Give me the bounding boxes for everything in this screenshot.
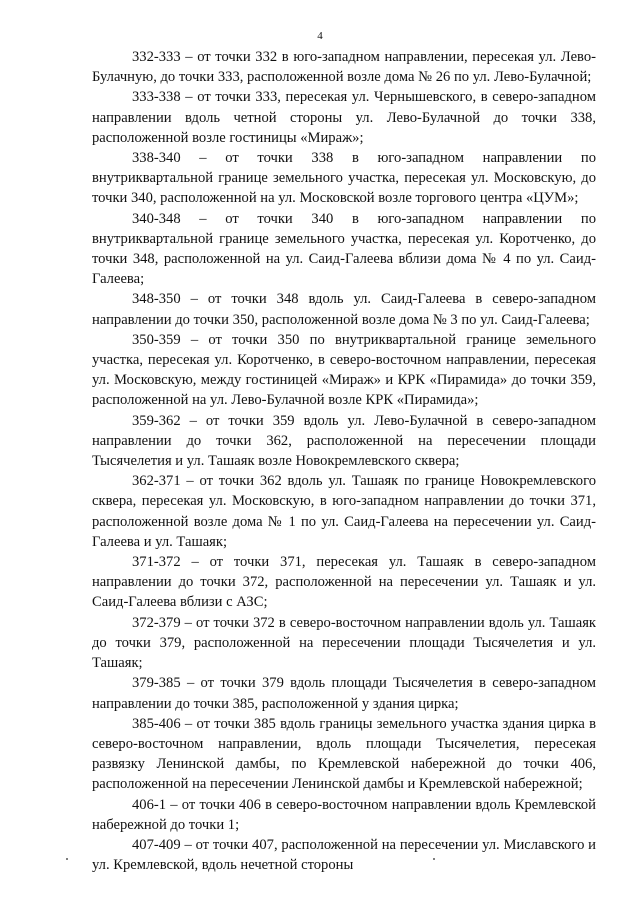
boundary-paragraph-385-406: 385-406 – от точки 385 вдоль границы земельного участка здания цирка в северо-восточном направлении, вдоль площади Тысячелетия, пересекая развязку Ленинской дамбы, по Кремлевской набережной до точки 406, расположенной на пересечении Ленинской дамбы и Кремлевской набережной;: [92, 715, 596, 793]
boundary-paragraph-406-1: 406-1 – от точки 406 в северо-восточном направлении вдоль Кремлевской набережной до точки 1;: [92, 796, 596, 833]
boundary-paragraph-348-350: 348-350 – от точки 348 вдоль ул. Саид-Галеева в северо-западном направлении до точки 350, расположенной возле дома № 3 по ул. Саид-Галеева;: [92, 291, 596, 328]
boundary-description: [92, 47, 596, 875]
scan-speck-left: [66, 858, 68, 860]
boundary-paragraph-379-385: 379-385 – от точки 379 вдоль площади Тысячелетия в северо-западном направлении до точки 385, расположенной у здания цирка;: [92, 675, 596, 712]
boundary-paragraph-359-362: 359-362 – от точки 359 вдоль ул. Лево-Булачной в северо-западном направлении до точки 362, расположенной на пересечении площади Тысячелетия и ул. Ташаяк возле Новокремлевского сквера;: [92, 412, 596, 470]
boundary-paragraph-371-372: 371-372 – от точки 371, пересекая ул. Ташаяк в северо-западном направлении до точки 372, расположенной на пересечении ул. Ташаяк и ул. Саид-Галеева вблизи с АЗС;: [92, 554, 596, 611]
boundary-paragraph-340-348: 340-348 – от точки 340 в юго-западном направлении по внутриквартальной границе земельного участка, пересекая ул. Коротченко, до точки 348, расположенной на ул. Саид-Галеева вблизи дома № 4 по ул. Саид-Галеева;: [92, 210, 596, 288]
page-number: 4: [317, 30, 323, 42]
boundary-paragraph-350-359: 350-359 – от точки 350 по внутриквартальной границе земельного участка, пересекая ул. Коротченко, в северо-восточном направлении, пересекая ул. Московскую, между гостиницей «Мираж» и КРК «Пирамида» до точки 359, расположенной на ул. Лево-Булачной возле КРК «Пирамида»;: [92, 331, 596, 409]
boundary-paragraph-333-338: 333-338 – от точки 333, пересекая ул. Чернышевского, в северо-западном направлении вдоль четной стороны ул. Лево-Булачной до точки 338, расположенной возле гостиницы «Мираж»;: [92, 89, 596, 146]
boundary-paragraph-372-379: 372-379 – от точки 372 в северо-восточном направлении вдоль ул. Ташаяк до точки 379, расположенной на пересечении площади Тысячелетия и ул. Ташаяк;: [92, 614, 596, 672]
boundary-paragraph-407-409: 407-409 – от точки 407, расположенной на пересечении ул. Миславского и ул. Кремлевской, вдоль нечетной стороны: [92, 836, 596, 874]
boundary-paragraph-338-340: 338-340 – от точки 338 в юго-западном направлении по внутриквартальной границе земельного участка, пересекая ул. Московскую, до точки 340, расположенной на ул. Московской возле торгового центра «ЦУМ»;: [92, 150, 596, 207]
scan-speck-right: [433, 858, 435, 860]
boundary-paragraph-362-371: 362-371 – от точки 362 вдоль ул. Ташаяк по границе Новокремлевского сквера, пересекая ул. Московскую, в юго-западном направлении до точки 371, расположенной возле дома № 1 по ул. Саид-Галеева на пересечении ул. Саид-Галеева и ул. Ташаяк;: [92, 473, 596, 550]
boundary-paragraph-332-333: 332-333 – от точки 332 в юго-западном направлении, пересекая ул. Лево-Булачную, до точки 333, расположенной возле дома № 26 по ул. Лево-Булачной;: [92, 49, 596, 86]
